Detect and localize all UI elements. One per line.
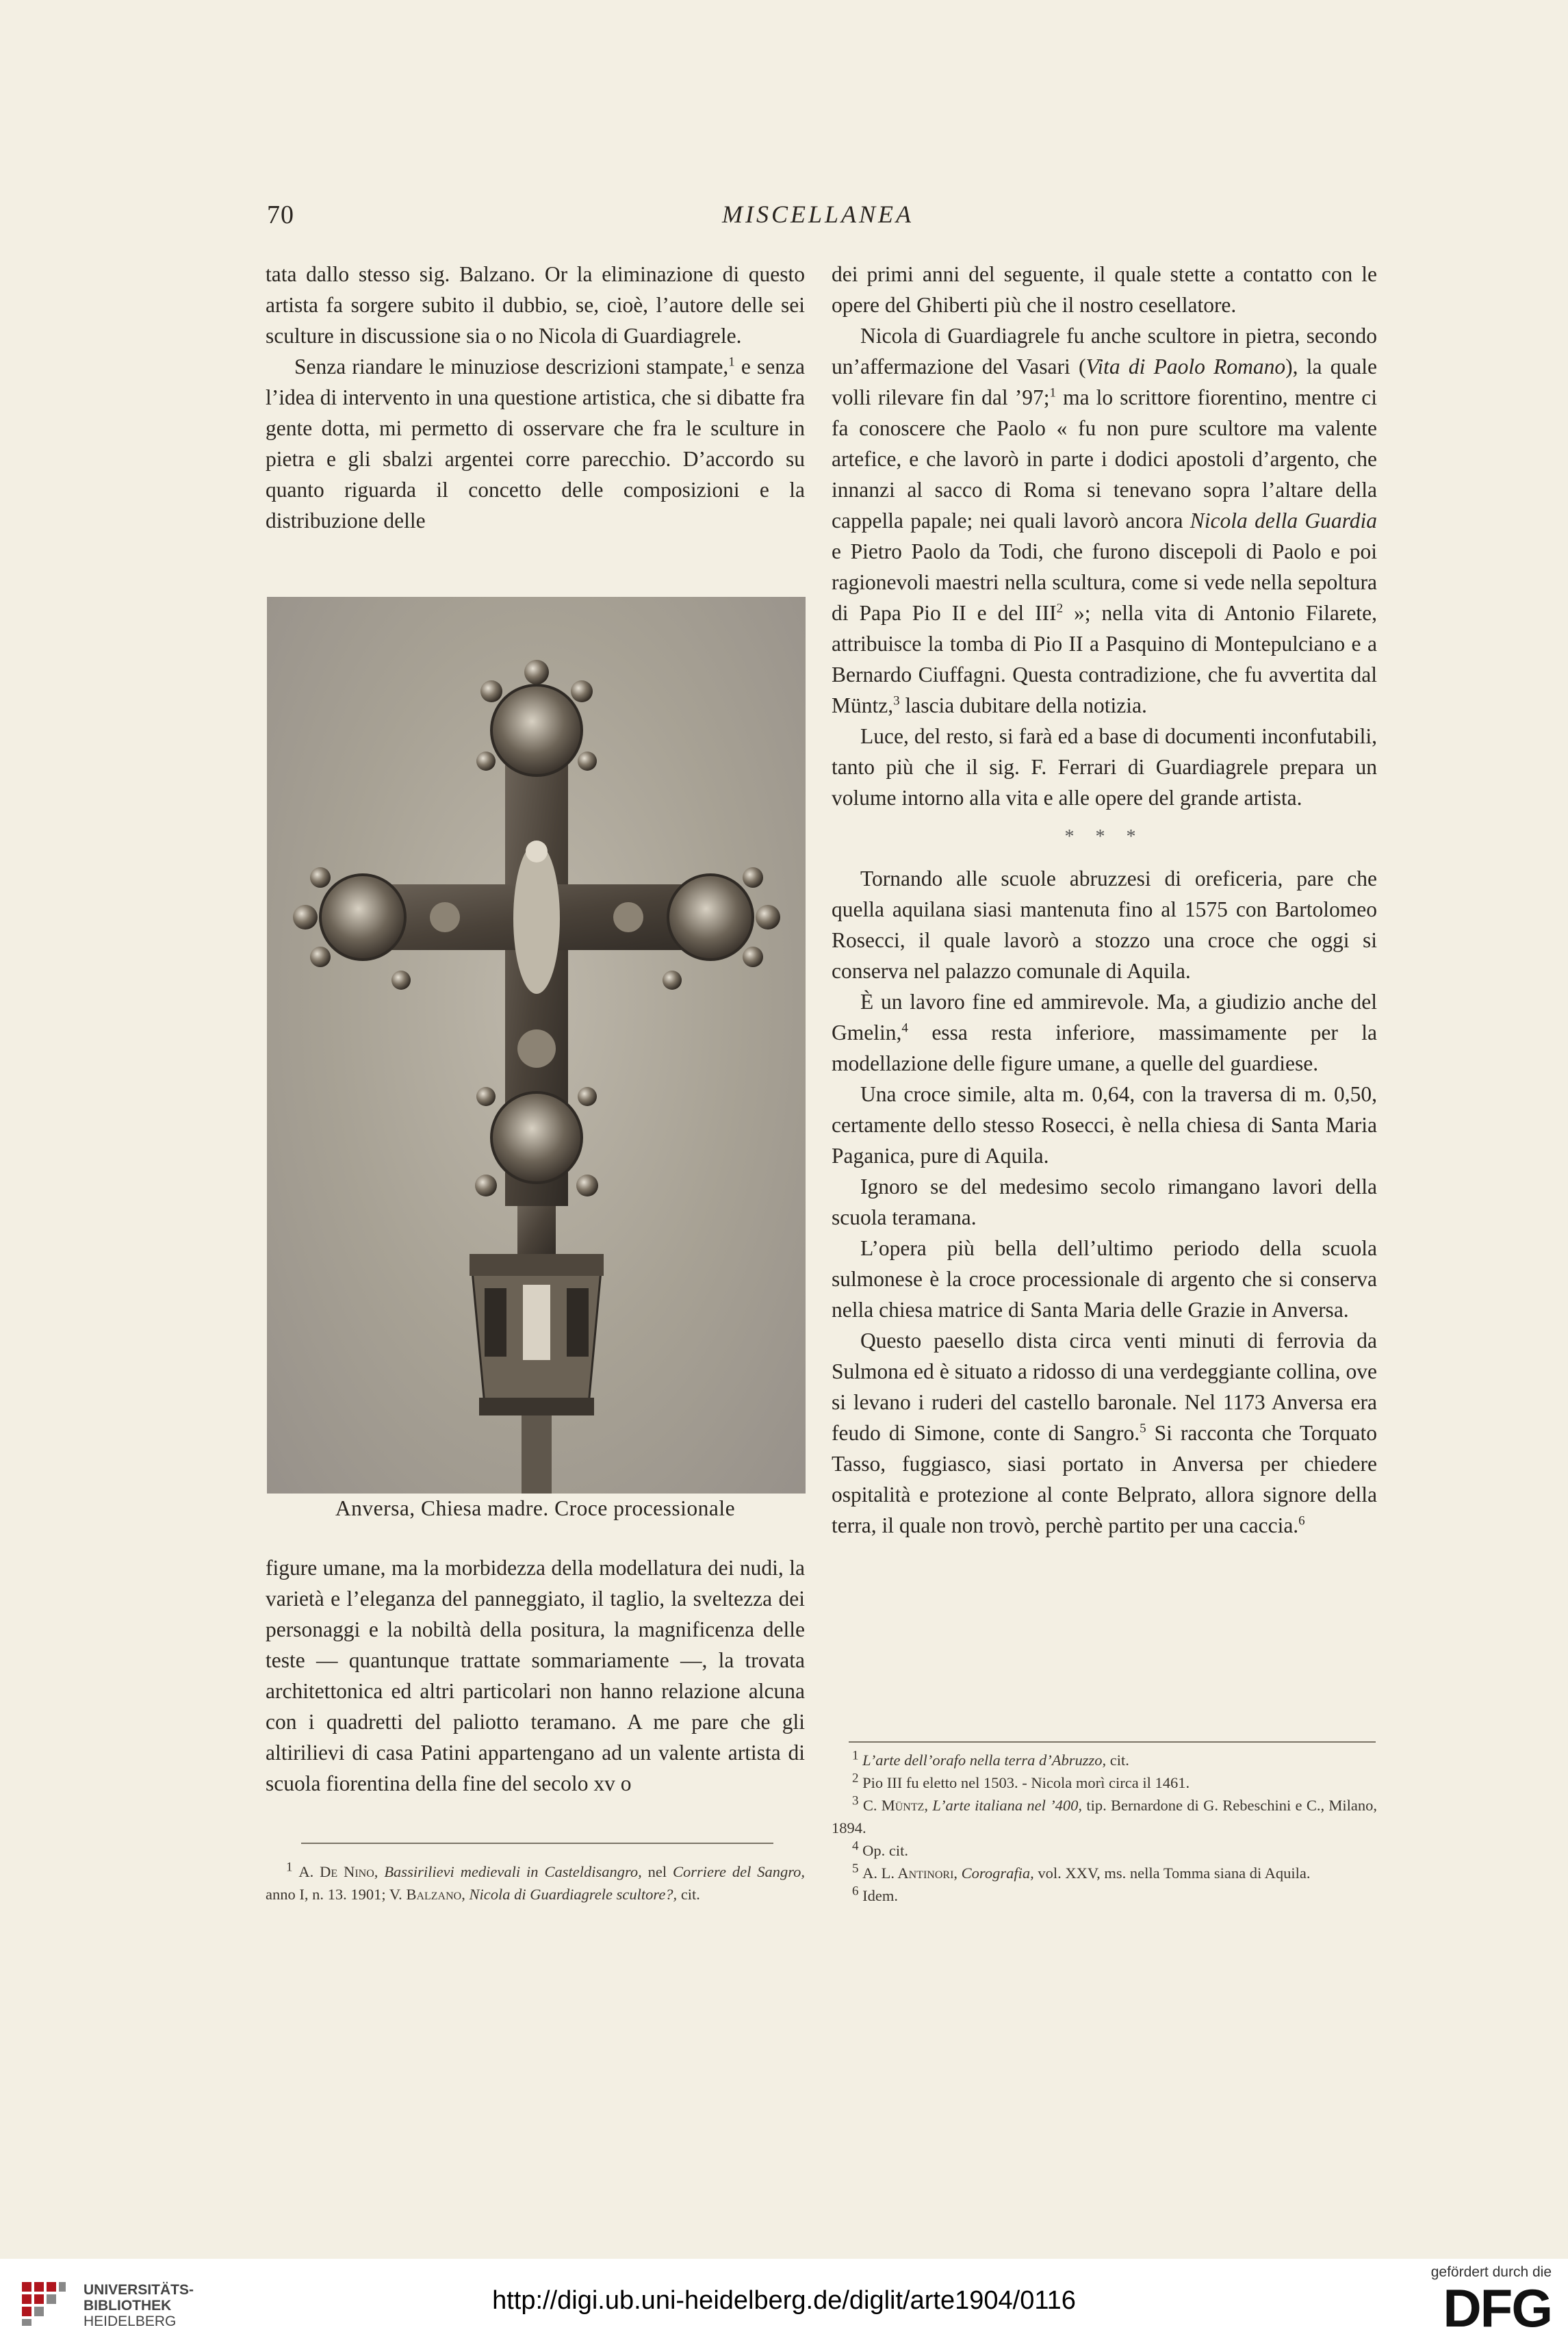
processional-cross-image bbox=[267, 597, 806, 1494]
footnote-ref[interactable]: 5 bbox=[1140, 1421, 1146, 1436]
paragraph: Ignoro se del medesimo secolo rimangano lavori della scuola teramana. bbox=[832, 1175, 1377, 1229]
footnote-divider bbox=[849, 1741, 1376, 1743]
funding-text: gefördert durch die bbox=[1430, 2264, 1552, 2280]
footnote: $^1$ L’arte dell’orafo nella terra d’Abruzzo, cit. bbox=[852, 1748, 1129, 1769]
dfg-logo: DFG bbox=[1443, 2278, 1552, 2338]
source-url-link[interactable]: http://digi.ub.uni-heidelberg.de/diglit/arte1904/0116 bbox=[492, 2286, 1076, 2315]
paragraph: figure umane, ma la morbidezza della modellatura dei nudi, la varietà e l’eleganza del panneggiato, il taglio, la sveltezza dei personaggi e la nobiltà della positura, la magnificenza delle teste — quantunque trattate sommariamente —, la trovata architettonica ed altri particolari non hanno relazione alcuna con i quadretti del paliotto teramano. A me pare che gli altirilievi di casa Patini appartengano ad un valente artista di scuola fiorentina della fine del secolo xv o bbox=[266, 1556, 805, 1795]
paragraph: tata dallo stesso sig. Balzano. Or la eliminazione di questo artista fa sorgere subito il dubbio, se, cioè, l’autore delle sei sculture in discussione sia o no Nicola di Guardiagrele. bbox=[266, 262, 805, 348]
cross-photograph bbox=[267, 597, 806, 1494]
funding-credit bbox=[1380, 2264, 1552, 2338]
footnote: $^6$ Idem. bbox=[852, 1884, 898, 1904]
right-column bbox=[832, 259, 1377, 1730]
paragraph: Luce, del resto, si farà ed a base di documenti inconfutabili, tanto più che il sig. F. Ferrari di Guardiagrele prepara un volume intorno alla vita e alle opere del grande artista. bbox=[832, 724, 1377, 810]
footnote: $^2$ Pio III fu eletto nel 1503. - Nicola morì circa il 1461. bbox=[852, 1771, 1190, 1791]
paragraph: Nicola di Guardiagrele fu anche scultore in pietra, secondo un’affermazione del Vasari (Vita di Paolo Romano), la quale volli rilevare fin dal ’97;$^1$ ma lo scrittore fiorentino, mentre ci fa conoscere che Paolo « fu non pure scultore ma valente artefice, e che lavorò in parte i dodici apostoli d’argento, che innanzi al sacco di Roma si tenevano sopra l’altare della cappella papale; nei quali lavorò ancora Nicola della Guardia e Pietro Paolo da Todi, che furono discepoli di Paolo e poi ragionevoli maestri nella scultura, come si vede nella sepoltura di Papa Pio II e del III$^2$ »; nella vita di Antonio Filarete, attribuisce la tomba di Pio II a Pasquino di Montepulciano e a Bernardo Ciuffagni. Questa contradizione, che fu avvertita dal Müntz,$^3$ lascia dubitare della notizia. bbox=[832, 324, 1377, 717]
footnote-ref[interactable]: 2 bbox=[1056, 601, 1064, 616]
footnote-ref[interactable]: 4 bbox=[901, 1021, 908, 1036]
footnote: $^1$ A. De Nino, Bassirilievi medievali in Casteldisangro, nel Corriere del Sangro, anno I, n. 13. 1901; V. Balzano, Nicola di Guardiagrele scultore?, cit. bbox=[266, 1860, 806, 1903]
footnote-ref[interactable]: 3 bbox=[893, 693, 900, 708]
paragraph: Tornando alle scuole abruzzesi di oreficeria, pare che quella aquilana siasi mantenuta fino al 1575 con Bartolomeo Rosecci, il quale lavorò a stozzo una croce che oggi si conserva nel palazzo comunale di Aquila. bbox=[832, 867, 1377, 983]
footnote: $^4$ Op. cit. bbox=[852, 1838, 908, 1859]
page-header bbox=[260, 200, 1376, 241]
university-library-name: UNIVERSITÄTS- BIBLIOTHEK HEIDELBERG bbox=[83, 2282, 194, 2329]
page-number: 70 bbox=[267, 201, 294, 229]
paragraph: Senza riandare le minuziose descrizioni stampate,$^1$ e senza l’idea di intervento in una questione artistica, che si dibatte fra gente dotta, mi permetto di osservare che fra le sculture in pietra e gli sbalzi argentei corre parecchio. D’accordo su quanto riguarda il concetto delle composizioni e la distribuzione delle bbox=[266, 355, 805, 533]
left-column-bottom bbox=[266, 1552, 805, 1826]
digitization-footer bbox=[0, 2259, 1568, 2345]
paragraph: dei primi anni del seguente, il quale stette a contatto con le opere del Ghiberti più che il nostro cesellatore. bbox=[832, 262, 1377, 317]
footnotes-left bbox=[266, 1860, 805, 1906]
paragraph: L’opera più bella dell’ultimo periodo della scuola sulmonese è la croce processionale di argento che si conserva nella chiesa matrice di Santa Maria delle Grazie in Anversa. bbox=[832, 1236, 1377, 1322]
footnote-divider bbox=[301, 1843, 773, 1844]
paragraph: Questo paesello dista circa venti minuti di ferrovia da Sulmona ed è situato a ridosso di una verdeggiante collina, ove si levano i ruderi del castello baronale. Nel 1173 Anversa era feudo di Simone, conte di Sangro.$^5$ Si racconta che Torquato Tasso, fuggiasco, siasi portato in Anversa per chiedere ospitalità e protezione al conte Belprato, allora signore della terra, il quale non trovò, perchè partito per una caccia.$^6$ bbox=[832, 1329, 1377, 1537]
footnotes-right bbox=[832, 1749, 1377, 1907]
footnote-ref[interactable]: 1 bbox=[1049, 385, 1056, 400]
left-column-top bbox=[266, 259, 805, 574]
paragraph: È un lavoro fine ed ammirevole. Ma, a giudizio anche del Gmelin,$^4$ essa resta inferiore, massimamente per la modellazione delle figure umane, a quelle del guardiese. bbox=[832, 990, 1377, 1075]
footnote: $^3$ C. Müntz, L’arte italiana nel ’400, tip. Bernardone di G. Rebeschini e C., Milano, 1894. bbox=[832, 1793, 1378, 1836]
footnote-ref[interactable]: 1 bbox=[728, 355, 735, 370]
figure-caption: Anversa, Chiesa madre. Croce processionale bbox=[335, 1496, 736, 1520]
running-title: MISCELLANEA bbox=[721, 201, 914, 228]
footnote-ref[interactable]: 6 bbox=[1298, 1513, 1305, 1528]
footnote: $^5$ A. L. Antinori, Corografia, vol. XXV, ms. nella Tomma siana di Aquila. bbox=[852, 1861, 1311, 1882]
paragraph: Una croce simile, alta m. 0,64, con la traversa di m. 0,50, certamente dello stesso Rosecci, è nella chiesa di Santa Maria Paganica, pure di Aquila. bbox=[832, 1082, 1377, 1168]
section-separator: * * * bbox=[1064, 826, 1144, 847]
